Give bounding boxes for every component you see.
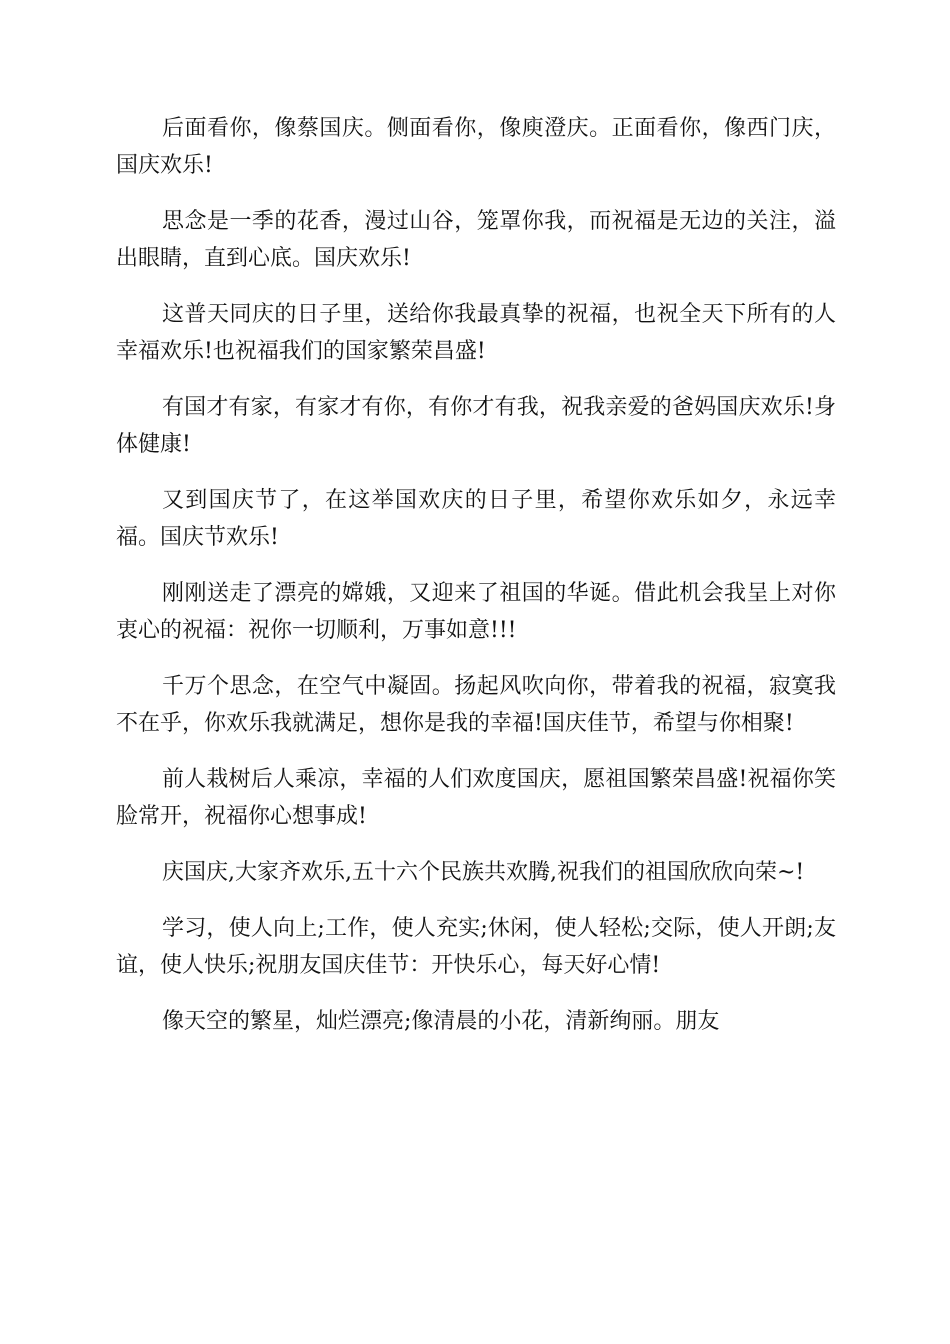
paragraph: 庆国庆,大家齐欢乐,五十六个民族共欢腾,祝我们的祖国欣欣向荣~!	[162, 860, 805, 885]
paragraph: 学习，使人向上;工作，使人充实;休闲，使人轻松;交际，使人开朗;友谊，使人快乐;祝朋友国庆佳节：开快乐心，每天好心情!	[116, 916, 836, 978]
paragraph: 前人栽树后人乘凉，幸福的人们欢度国庆，愿祖国繁荣昌盛!祝福你笑脸常开，祝福你心想事成!	[116, 767, 836, 829]
paragraph: 又到国庆节了，在这举国欢庆的日子里，希望你欢乐如夕，永远幸福。国庆节欢乐!	[116, 488, 836, 550]
paragraph: 这普天同庆的日子里，送给你我最真挚的祝福，也祝全天下所有的人幸福欢乐!也祝福我们的国家繁荣昌盛!	[116, 302, 836, 364]
document-body	[116, 110, 836, 1059]
paragraph: 千万个思念，在空气中凝固。扬起风吹向你，带着我的祝福，寂寞我不在乎，你欢乐我就满足，想你是我的幸福!国庆佳节，希望与你相聚!	[116, 674, 836, 736]
paragraph: 有国才有家，有家才有你，有你才有我，祝我亲爱的爸妈国庆欢乐!身体健康!	[116, 395, 836, 457]
paragraph: 后面看你，像蔡国庆。侧面看你，像庾澄庆。正面看你，像西门庆，国庆欢乐!	[116, 116, 836, 178]
paragraph: 像天空的繁星，灿烂漂亮;像清晨的小花，清新绚丽。朋友	[162, 1009, 720, 1034]
paragraph: 思念是一季的花香，漫过山谷，笼罩你我，而祝福是无边的关注，溢出眼睛，直到心底。国庆欢乐!	[116, 209, 836, 271]
paragraph: 刚刚送走了漂亮的嫦娥，又迎来了祖国的华诞。借此机会我呈上对你衷心的祝福：祝你一切顺利，万事如意!!!	[116, 581, 836, 643]
